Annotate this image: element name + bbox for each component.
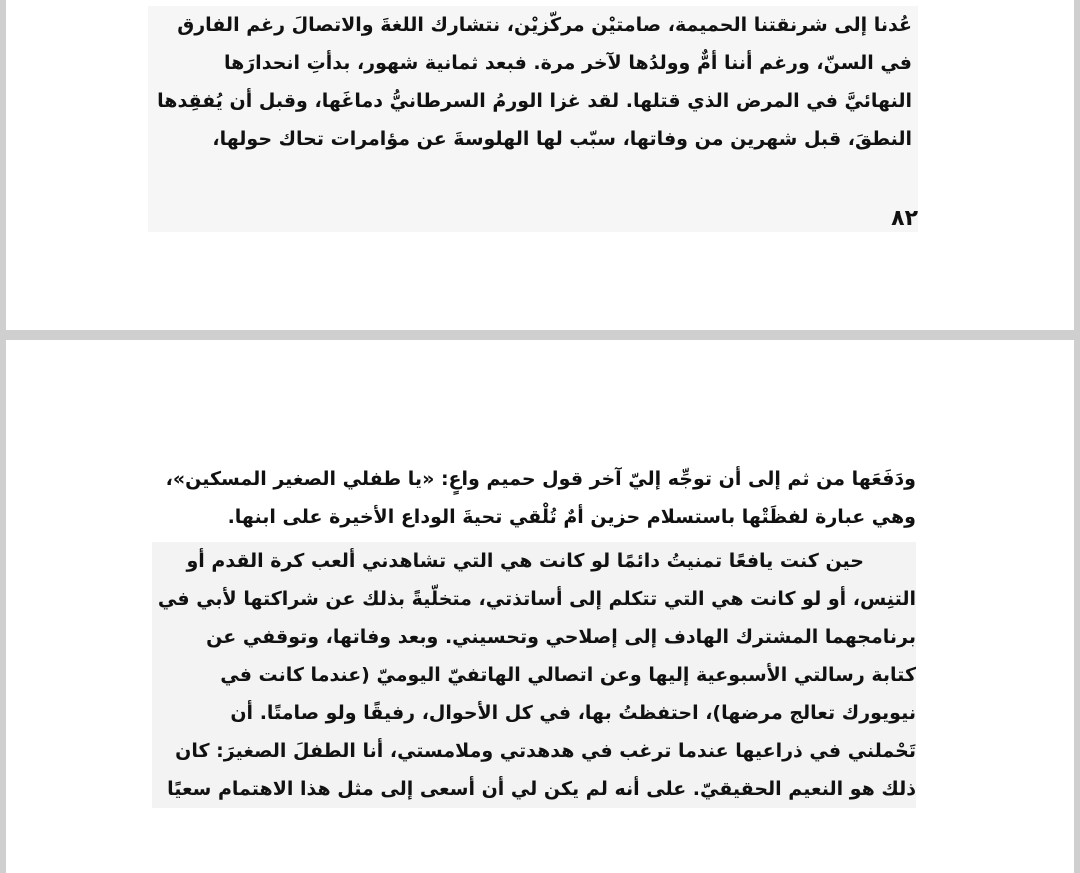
page-83-text <box>152 460 916 808</box>
text-line: حين كنت يافعًا تمنيتُ دائمًا لو كانت هي التي تشاهدني ألعب كرة القدم أو <box>152 542 916 580</box>
text-line: النهائيَّ في المرض الذي قتلها. لقد غزا الورمُ السرطانيُّ دماغَها، وقبل أن يُفقِدها <box>157 90 912 112</box>
text-line: النطقَ، قبل شهرين من وفاتها، سبّب لها الهلوسةَ عن مؤامرات تحاك حولها، <box>212 128 912 150</box>
page-number: ٨٢ <box>891 206 918 231</box>
text-line: التنِس، أو لو كانت هي التي تتكلم إلى أساتذتي، متخلّيةً بذلك عن شراكتها لأبي في <box>152 580 916 618</box>
page-83 <box>6 340 1074 873</box>
text-line: كتابة رسالتي الأسبوعية إليها وعن اتصالي الهاتفيّ اليوميّ (عندما كانت في <box>152 656 916 694</box>
page-82 <box>6 0 1074 330</box>
text-line: نيويورك تعالج مرضها)، احتفظتُ بها، في كل الأحوال، رفيقًا ولو صامتًا. أن <box>152 694 916 732</box>
text-line: تَحْملني في ذراعيها عندما ترغب في هدهدتي وملامستي، أنا الطفلَ الصغيرَ: كان <box>152 732 916 770</box>
text-line: في السنّ، ورغم أننا أمٌّ وولدُها لآخر مرة. فبعد ثمانية شهور، بدأتِ انحدارَها <box>223 52 912 74</box>
text-line: برنامجهما المشترك الهادف إلى إصلاحي وتحسيني. وبعد وفاتها، وتوقفي عن <box>152 618 916 656</box>
text-line: وهي عبارة لفظَتْها باستسلام حزين أمٌ تُلْقي تحيةَ الوداع الأخيرة على ابنها. <box>227 506 916 528</box>
text-line: ذلك هو النعيم الحقيقيّ. على أنه لم يكن لي أن أسعى إلى مثل هذا الاهتمام سعيًا <box>152 770 916 808</box>
page-82-text <box>148 6 918 232</box>
page-separator <box>0 330 1080 340</box>
text-line: عُدنا إلى شرنقتنا الحميمة، صامتيْن مركّزيْن، نتشارك اللغةَ والاتصالَ رغم الفارق <box>177 14 912 36</box>
text-line: ودَفَعَها من ثم إلى أن توجِّه إليّ آخر قول حميم واعٍ: «يا طفلي الصغير المسكين»، <box>165 468 916 490</box>
